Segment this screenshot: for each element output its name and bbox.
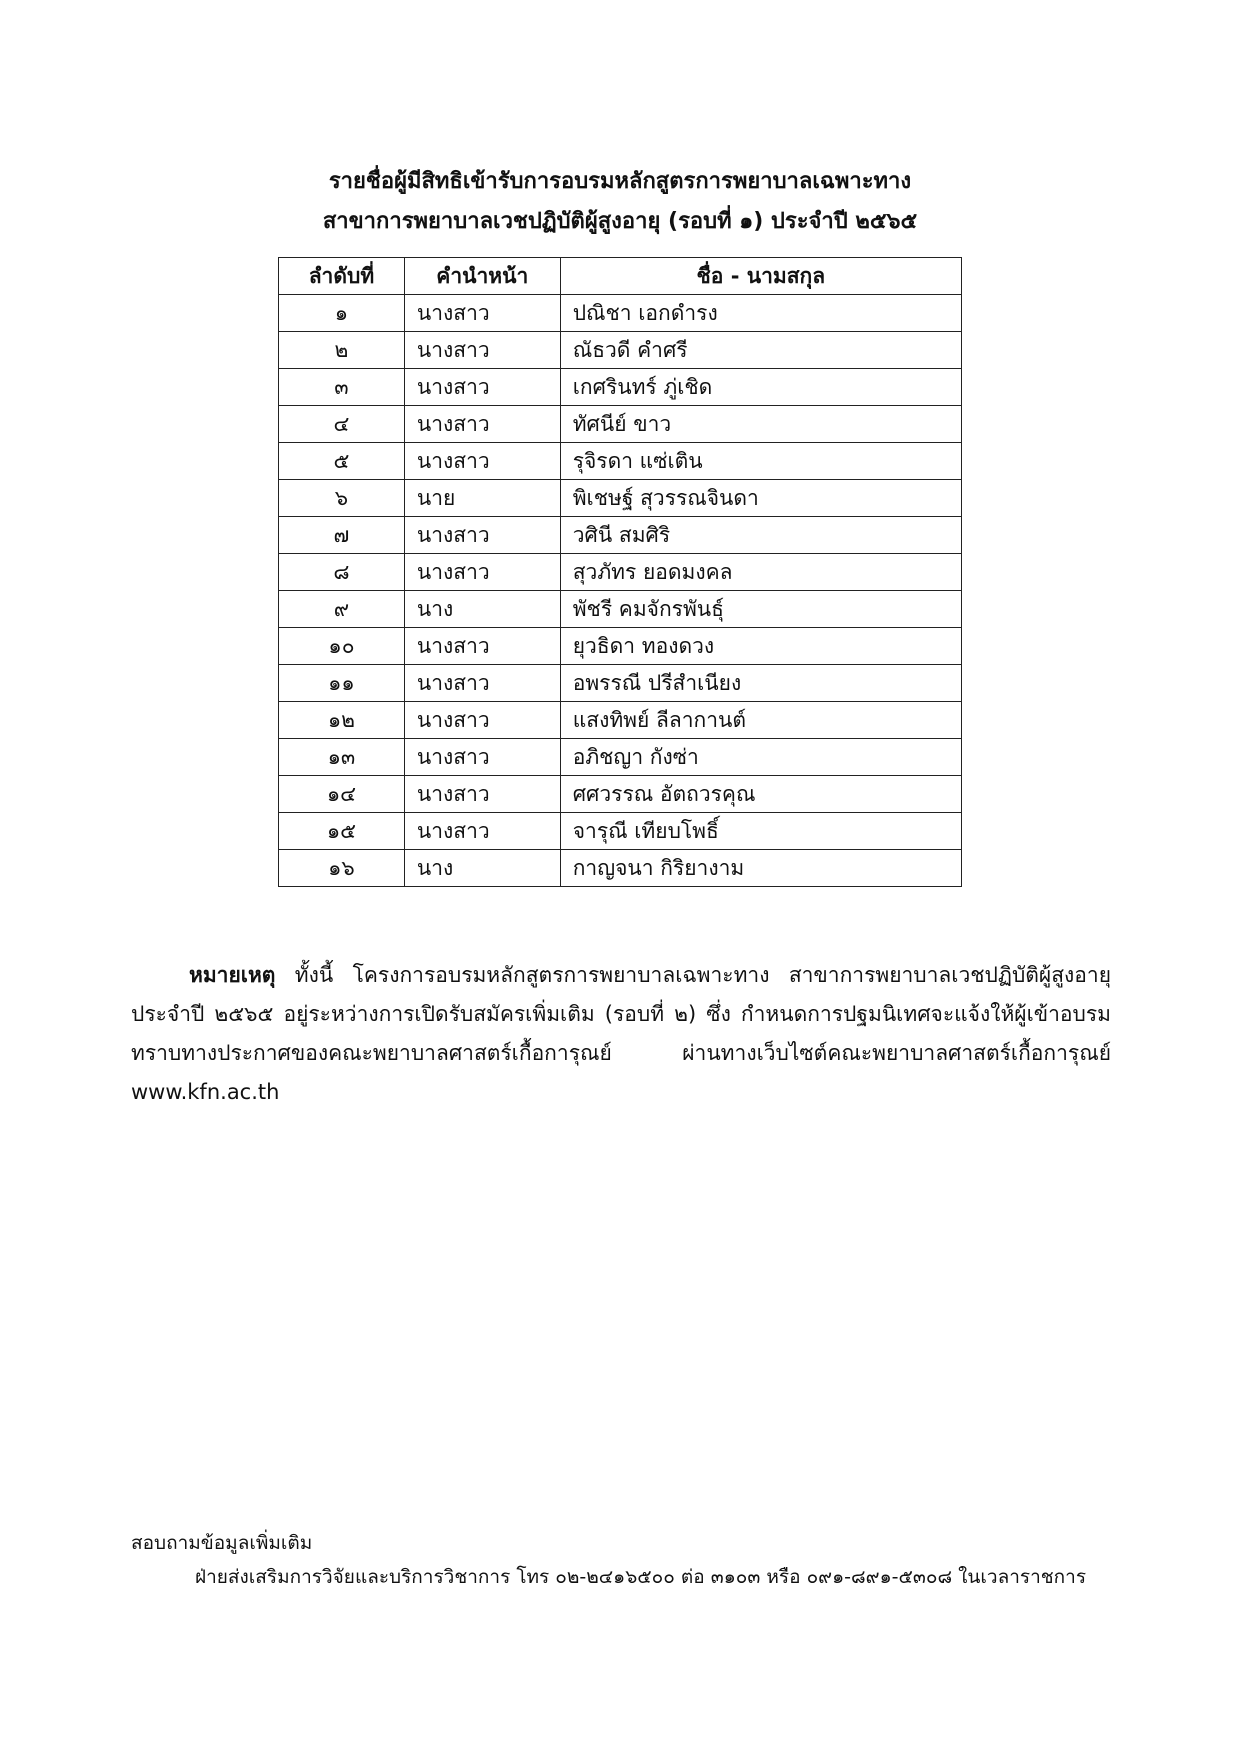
table-row	[279, 517, 962, 554]
table-row	[279, 369, 962, 406]
row-prefix: นางสาว	[404, 813, 560, 850]
row-prefix: นางสาว	[404, 369, 560, 406]
row-prefix: นางสาว	[404, 295, 560, 332]
row-prefix: นาย	[404, 480, 560, 517]
row-number: ๑๐	[279, 628, 405, 665]
row-number: ๘	[279, 554, 405, 591]
document-title-line-1: รายชื่อผู้มีสิทธิเข้ารับการอบรมหลักสูตรการพยาบาลเฉพาะทาง	[328, 169, 912, 194]
row-prefix: นางสาว	[404, 628, 560, 665]
row-full-name: รุจิรดา แซ่เติน	[560, 443, 961, 480]
header-prefix: คำนำหน้า	[404, 258, 560, 295]
row-number: ๑๕	[279, 813, 405, 850]
table-header-row	[279, 258, 962, 295]
row-full-name: พัชรี คมจักรพันธุ์	[560, 591, 961, 628]
table-row	[279, 480, 962, 517]
row-prefix: นางสาว	[404, 517, 560, 554]
row-full-name: ปณิชา เอกดำรง	[560, 295, 961, 332]
row-full-name: อภิชญา กังซ่า	[560, 739, 961, 776]
row-full-name: จารุณี เทียบโพธิ์	[560, 813, 961, 850]
row-number: ๑๖	[279, 850, 405, 887]
row-prefix: นางสาว	[404, 702, 560, 739]
row-prefix: นางสาว	[404, 443, 560, 480]
table-row	[279, 406, 962, 443]
row-number: ๑๓	[279, 739, 405, 776]
row-number: ๑	[279, 295, 405, 332]
table-row	[279, 813, 962, 850]
row-prefix: นางสาว	[404, 554, 560, 591]
row-prefix: นาง	[404, 591, 560, 628]
row-number: ๙	[279, 591, 405, 628]
table-row	[279, 850, 962, 887]
document-title-line-2: สาขาการพยาบาลเวชปฏิบัติผู้สูงอายุ (รอบที่ ๑) ประจำปี ๒๕๖๕	[322, 209, 918, 234]
row-full-name: กาญจนา กิริยางาม	[560, 850, 961, 887]
remark-text: ทั้งนี้ โครงการอบรมหลักสูตรการพยาบาลเฉพาะทาง สาขาการพยาบาลเวชปฏิบัติผู้สูงอายุ ประจำปี ๒๕๖๕ อยู่ระหว่างการเปิดรับสมัครเพิ่มเติม (รอบที่ ๒) ซึ่ง กำหนดการปฐมนิเทศจะแจ้งให้ผู้เข้าอบรม ทราบทางประกาศของคณะพยาบาลศาสตร์เกื้อการุณย์ ผ่านทางเว็บไซต์คณะพยาบาลศาสตร์เกื้อการุณย์ www.kfn.ac.th	[131, 963, 1111, 1104]
table-row	[279, 295, 962, 332]
table-row	[279, 739, 962, 776]
row-number: ๕	[279, 443, 405, 480]
row-number: ๔	[279, 406, 405, 443]
row-prefix: นางสาว	[404, 776, 560, 813]
header-order: ลำดับที่	[279, 258, 405, 295]
row-number: ๑๔	[279, 776, 405, 813]
row-prefix: นางสาว	[404, 739, 560, 776]
table-row	[279, 332, 962, 369]
row-prefix: นาง	[404, 850, 560, 887]
table-row	[279, 628, 962, 665]
contact-details: ฝ่ายส่งเสริมการวิจัยและบริการวิชาการ โทร ๐๒-๒๔๑๖๕๐๐ ต่อ ๓๑๐๓ หรือ ๐๙๑-๘๙๑-๕๓๐๘ ในเวลาราชการ	[195, 1566, 1087, 1588]
row-number: ๑๑	[279, 665, 405, 702]
contact-heading: สอบถามข้อมูลเพิ่มเติม	[131, 1532, 313, 1554]
row-full-name: พิเชษฐ์ สุวรรณจินดา	[560, 480, 961, 517]
row-full-name: เกศรินทร์ ภู่เชิด	[560, 369, 961, 406]
table-row	[279, 591, 962, 628]
table-row	[279, 665, 962, 702]
row-prefix: นางสาว	[404, 665, 560, 702]
row-prefix: นางสาว	[404, 332, 560, 369]
row-full-name: สุวภัทร ยอดมงคล	[560, 554, 961, 591]
row-number: ๗	[279, 517, 405, 554]
remark-paragraph	[131, 956, 1111, 1112]
row-full-name: ยุวธิดา ทองดวง	[560, 628, 961, 665]
table-row	[279, 443, 962, 480]
row-full-name: ศศวรรณ อัตถวรคุณ	[560, 776, 961, 813]
remark-label: หมายเหตุ	[189, 963, 276, 987]
row-full-name: ทัศนีย์ ขาว	[560, 406, 961, 443]
row-full-name: ณัธวดี คำศรี	[560, 332, 961, 369]
row-prefix: นางสาว	[404, 406, 560, 443]
row-number: ๒	[279, 332, 405, 369]
table-row	[279, 554, 962, 591]
row-number: ๑๒	[279, 702, 405, 739]
row-full-name: แสงทิพย์ ลีลากานต์	[560, 702, 961, 739]
participant-table	[278, 257, 962, 887]
row-number: ๖	[279, 480, 405, 517]
row-full-name: วศินี สมศิริ	[560, 517, 961, 554]
row-number: ๓	[279, 369, 405, 406]
table-row	[279, 776, 962, 813]
table-row	[279, 702, 962, 739]
header-full-name: ชื่อ - นามสกุล	[560, 258, 961, 295]
row-full-name: อพรรณี ปรีสำเนียง	[560, 665, 961, 702]
